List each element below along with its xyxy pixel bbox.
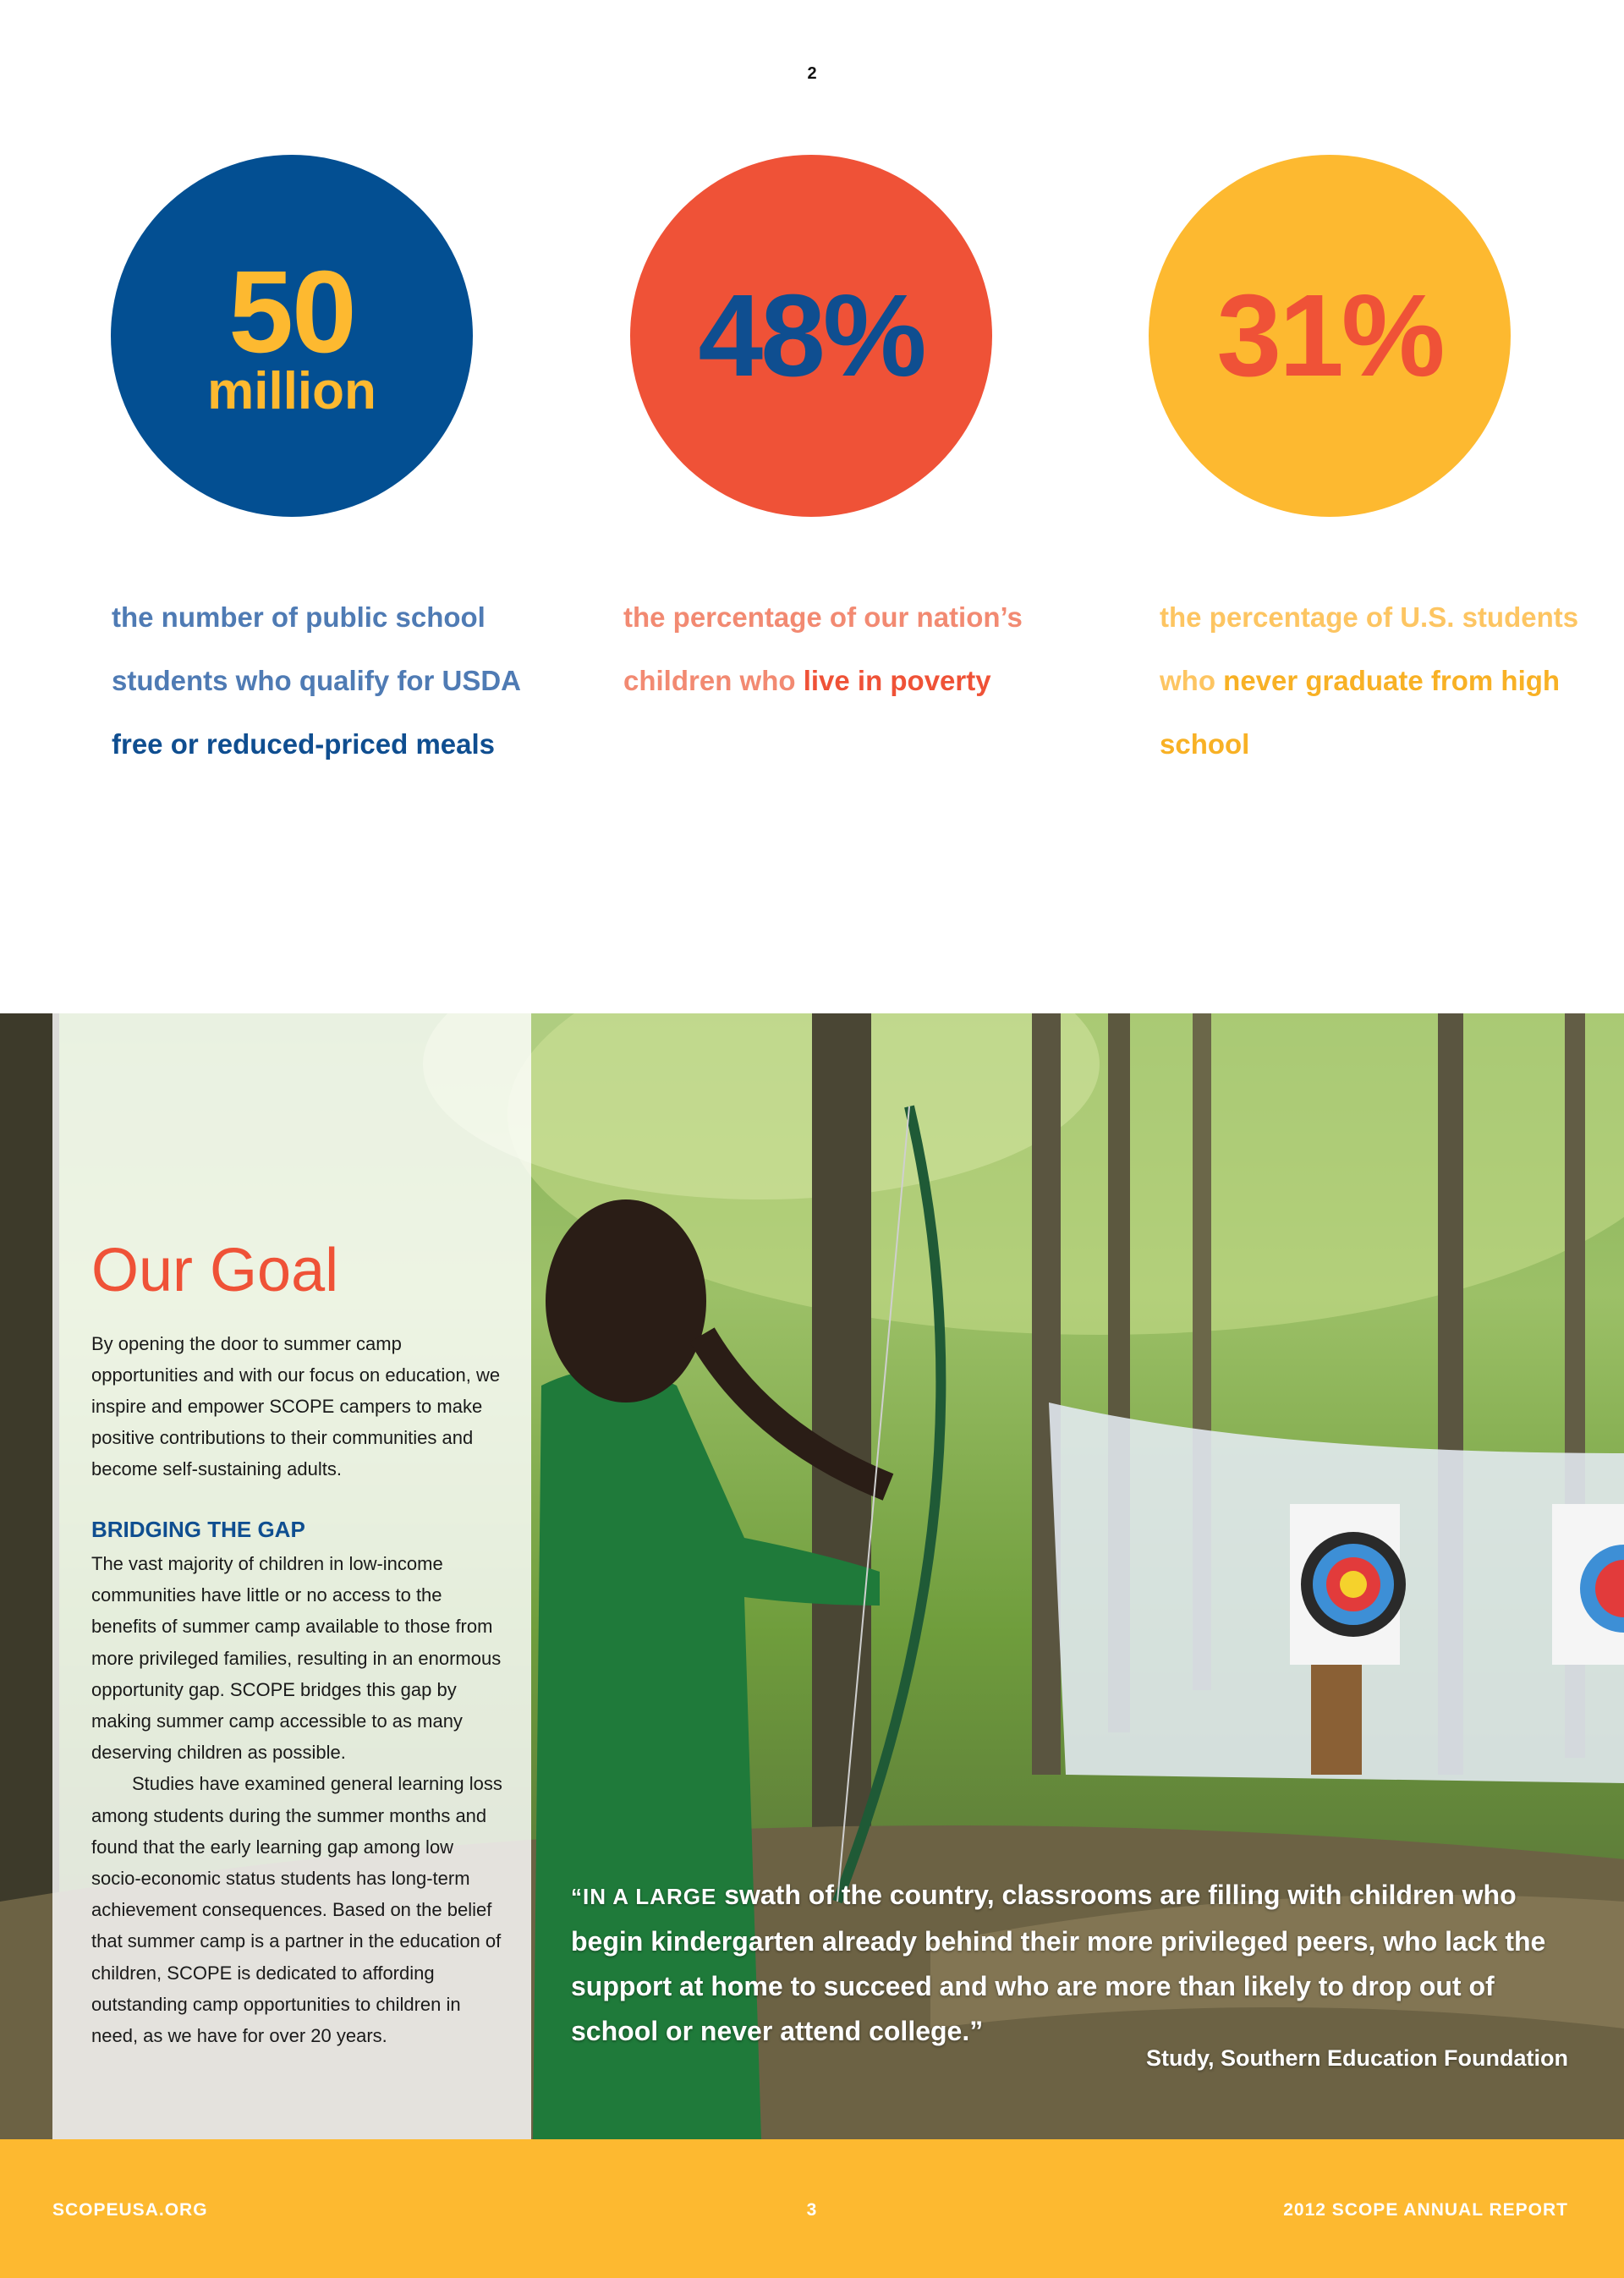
stat-caption-poverty [623,585,1063,712]
footer-website: SCOPEUSA.ORG [52,2200,208,2220]
pull-quote [571,1873,1569,2054]
footer-bar [0,2139,1624,2278]
goal-title: Our Goal [91,1237,339,1304]
footer-page-number: 3 [806,2200,818,2220]
stat-circle-graduation [1149,155,1511,517]
stat-circle-poverty [630,155,992,517]
stat-caption-meals [112,585,551,776]
quote-text: swath of the country, classrooms are filling with children who begin kindergarten already behind their more privileged peers, who lack the support at home to succeed and who are more than likely to drop out of school or never attend college.” [571,1880,1546,2046]
stat-unit: million [207,362,376,420]
quote-lead: “IN A LARGE [571,1884,717,1909]
stat-circle-meals [111,155,473,517]
bridging-gap-body [91,1548,508,2051]
stat-caption-light: the percentage of U.S. students who [1160,601,1579,696]
stat-number: 48% [698,271,924,401]
stat-caption-emphasis: live in poverty [803,665,991,696]
goal-body: By opening the door to summer camp opportunities and with our focus on education, we inspire and empower SCOPE campers to make positive contributions to their communities and become self-sustaining adults. [91,1333,501,1479]
paragraph: Studies have examined general learning loss among students during the summer months and found that the early learning gap among low socio-economic status students has long-term achievement consequences. Based on the belief that summer camp is a partner in the education of children, SCOPE is dedicated to affording outstanding camp opportunities to children in need, as we have for over 20 years. [91,1773,502,2047]
paragraph: The vast majority of children in low-income communities have little or no access to the benefits of summer camp available to those from more privileged families, resulting in an enormous opportunity gap. SCOPE bridges this gap by making summer camp accessible to as many deserving children as possible. [91,1553,502,1764]
stat-caption-light: the number of public school students who qualify for USDA [112,601,520,696]
stat-caption-light: the percentage of our nation’s children who [623,601,1023,696]
footer-report-title: 2012 SCOPE ANNUAL REPORT [1283,2200,1568,2220]
section-heading-bridging-gap: BRIDGING THE GAP [91,1517,305,1542]
stat-caption-emphasis: never graduate from high school [1160,665,1561,760]
stat-number: 50 [228,247,355,377]
stat-caption-graduation [1160,585,1599,776]
top-page-number: 2 [807,64,817,83]
stat-caption-emphasis: free or reduced-priced meals [112,728,496,760]
quote-attribution: Study, Southern Education Foundation [1146,2045,1568,2071]
stat-number: 31% [1216,271,1443,401]
